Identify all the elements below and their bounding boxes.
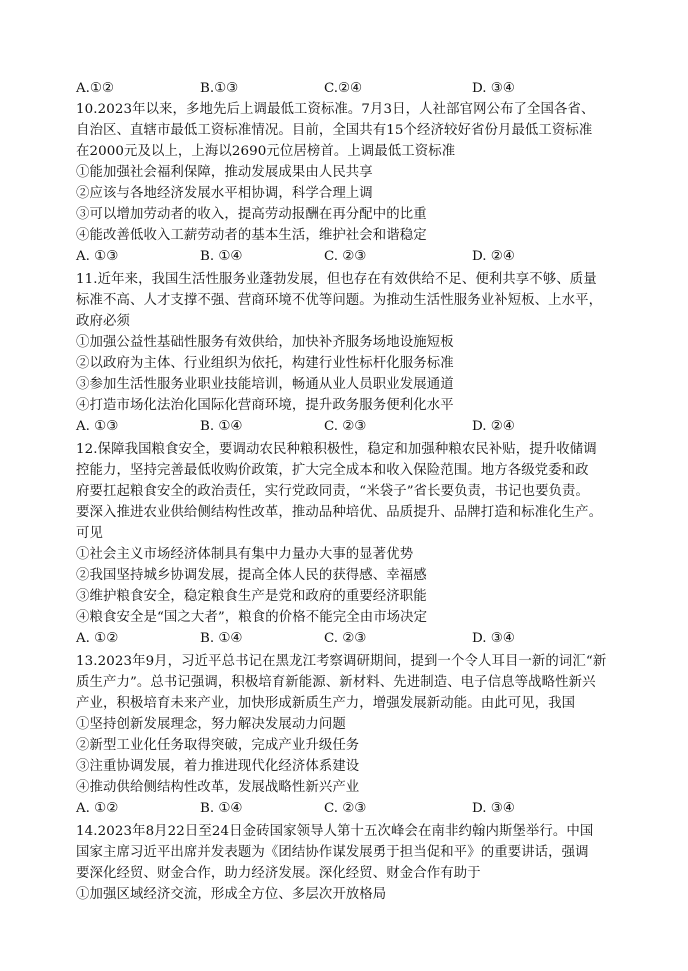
answer-option: C. ②③ xyxy=(324,801,367,816)
text-line: 12.保障我国粮食安全，要调动农民种粮积极性，稳定和加强种粮农民补贴，提升收储调 xyxy=(76,442,597,457)
text-line: ③可以增加劳动者的收入，提高劳动报酬在再分配中的比重 xyxy=(76,207,427,222)
answer-option: C. ②③ xyxy=(324,419,367,434)
text-line: ②应该与各地经济发展水平相协调，科学合理上调 xyxy=(76,186,373,201)
text-line: 10.2023年以来，多地先后上调最低工资标准。7月3日，人社部官网公布了全国各省、 xyxy=(76,102,595,117)
text-line: ④打造市场化法治化国际化营商环境，提升政务服务便利化水平 xyxy=(76,398,454,413)
text-line: ③注重协调发展，着力推进现代化经济体系建设 xyxy=(76,759,360,774)
answer-option: D. ③④ xyxy=(472,801,515,816)
answer-option: D. ③④ xyxy=(472,631,515,646)
text-line: 要深入推进农业供给侧结构性改革，推动品种培优、品质提升、品牌打造和标准化生产。 xyxy=(76,505,603,520)
answer-option: D. ②④ xyxy=(472,249,515,264)
answer-options-row xyxy=(76,417,636,437)
answer-option: A.①② xyxy=(76,81,114,96)
text-line: 14.2023年8月22日至24日金砖国家领导人第十五次峰会在南非约翰内斯堡举行。中国 xyxy=(76,824,594,839)
answer-option: A. ①② xyxy=(76,801,119,816)
text-line: ①坚持创新发展理念，努力解决发展动力问题 xyxy=(76,717,346,732)
text-line: ④推动供给侧结构性改革，发展战略性新兴产业 xyxy=(76,780,360,795)
text-line: ②新型工业化任务取得突破，完成产业升级任务 xyxy=(76,738,360,753)
text-line: 在2000元及以上，上海以2690元位居榜首。上调最低工资标准 xyxy=(76,144,456,159)
answer-option: D. ②④ xyxy=(472,419,515,434)
answer-options-row xyxy=(76,629,636,649)
text-line: ④能改善低收入工薪劳动者的基本生活，维护社会和谐稳定 xyxy=(76,228,427,243)
text-line: ②我国坚持城乡协调发展，提高全体人民的获得感、幸福感 xyxy=(76,568,427,583)
answer-options-row xyxy=(76,799,636,819)
text-line: ③维护粮食安全，稳定粮食生产是党和政府的重要经济职能 xyxy=(76,589,427,604)
text-line: 11.近年来，我国生活性服务业蓬勃发展，但也存在有效供给不足、便利共享不够、质量 xyxy=(76,272,597,287)
text-line: 标准不高、人才支撑不强、营商环境不优等问题。为推动生活性服务业补短板、上水平， xyxy=(76,293,603,308)
text-line: 政府必须 xyxy=(76,314,130,329)
answer-option: B. ①④ xyxy=(200,419,243,434)
text-line: 府要扛起粮食安全的政治责任，实行党政同责，“米袋子”省长要负责，书记也要负责。 xyxy=(76,484,590,499)
answer-option: B. ①④ xyxy=(200,249,243,264)
answer-option: C. ②③ xyxy=(324,631,367,646)
text-line: ④粮食安全是“国之大者”，粮食的价格不能完全由市场决定 xyxy=(76,610,428,625)
answer-options-row xyxy=(76,79,636,99)
text-line: 质生产力”。总书记强调，积极培育新能源、新材料、先进制造、电子信息等战略性新兴 xyxy=(76,675,596,690)
text-line: 产业，积极培育未来产业，加快形成新质生产力，增强发展新动能。由此可见，我国 xyxy=(76,696,576,711)
text-line: 13.2023年9月，习近平总书记在黑龙江考察调研期间，提到一个令人耳目一新的词汇“新 xyxy=(76,654,607,669)
text-line: ①加强区域经济交流，形成全方位、多层次开放格局 xyxy=(76,887,387,902)
answer-option: A. ①② xyxy=(76,631,119,646)
answer-option: B.①③ xyxy=(200,81,239,96)
text-line: ③参加生活性服务业职业技能培训，畅通从业人员职业发展通道 xyxy=(76,377,454,392)
text-line: ②以政府为主体、行业组织为依托，构建行业性标杆化服务标准 xyxy=(76,356,454,371)
answer-option: B. ①④ xyxy=(200,801,243,816)
text-line: 可见 xyxy=(76,526,103,541)
text-line: ①能加强社会福利保障，推动发展成果由人民共享 xyxy=(76,165,373,180)
answer-option: C. ②③ xyxy=(324,249,367,264)
text-line: 控能力，坚持完善最低收购价政策，扩大完全成本和收入保险范围。地方各级党委和政 xyxy=(76,463,589,478)
text-line: 要深化经贸、财金合作，助力经济发展。深化经贸、财金合作有助于 xyxy=(76,866,481,881)
answer-option: A. ①③ xyxy=(76,419,119,434)
answer-options-row xyxy=(76,247,636,267)
text-line: 国家主席习近平出席并发表题为《团结协作谋发展勇于担当促和平》的重要讲话，强调 xyxy=(76,845,589,860)
answer-option: D. ③④ xyxy=(472,81,515,96)
answer-option: A. ①③ xyxy=(76,249,119,264)
text-line: ①社会主义市场经济体制具有集中力量办大事的显著优势 xyxy=(76,547,414,562)
text-line: ①加强公益性基础性服务有效供给，加快补齐服务场地设施短板 xyxy=(76,335,454,350)
answer-option: C.②④ xyxy=(324,81,363,96)
text-line: 自治区、直辖市最低工资标准情况。目前，全国共有15个经济较好省份月最低工资标准 xyxy=(76,123,593,138)
answer-option: B. ①④ xyxy=(200,631,243,646)
